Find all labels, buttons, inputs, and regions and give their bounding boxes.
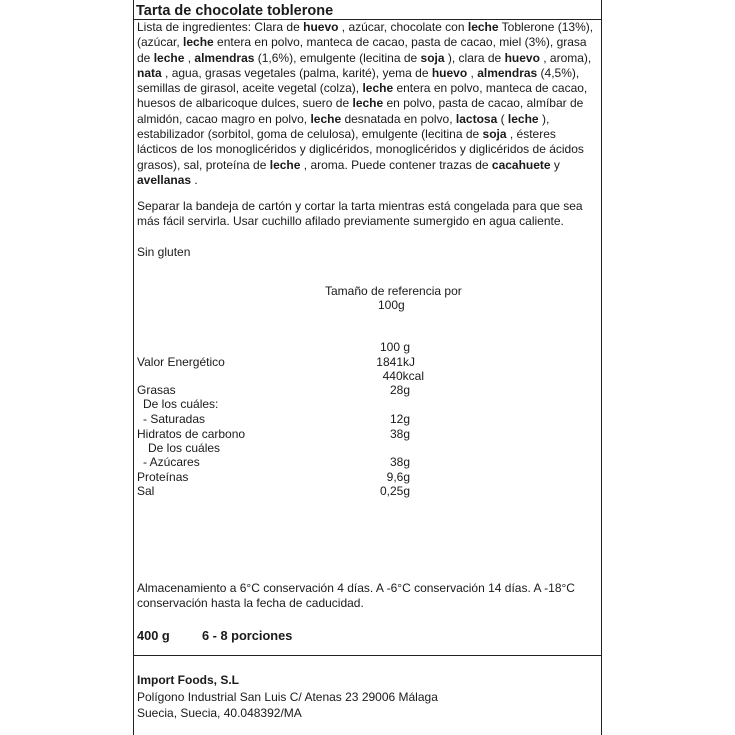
allergen-term: soja: [482, 127, 507, 142]
salt-value: 0,25g: [379, 484, 410, 498]
ingredient-text: ,: [467, 65, 478, 80]
allergen-term: almendras: [477, 65, 538, 80]
ingredient-text: desnatada en polvo,: [341, 111, 456, 126]
allergen-term: leche: [183, 35, 214, 50]
allergen-term: nata: [137, 65, 162, 80]
company-name: Import Foods, S.L: [137, 673, 239, 687]
ingredient-text: ), estabilizador (sorbitol, goma de celulosa), emulgente (lecitina de: [137, 111, 550, 142]
ingredient-text: , azúcar, chocolate con: [338, 20, 468, 34]
ingredient-text: .: [191, 172, 198, 187]
allergen-term: leche: [269, 157, 301, 172]
storage-instructions: Almacenamiento a 6°C conservación 4 días. A -6°C conservación 14 días. A -18°C conservación hasta la fecha de caducidad.: [137, 581, 575, 611]
fat-value: 28g: [389, 383, 410, 397]
ingredient-text: entera en polvo, manteca de cacao, huesos de albaricoque dulces, suero de: [137, 81, 588, 111]
saturated-label: - Saturadas: [143, 412, 206, 426]
company-origin: Suecia, Suecia, 40.048392/MA: [137, 706, 302, 720]
company-address: Polígono Industrial San Luis C/ Atenas 23 29006 Málaga: [137, 690, 438, 704]
energy-label: Valor Energético: [137, 355, 225, 369]
allergen-term: huevo: [504, 50, 540, 65]
allergen-term: almendras: [194, 50, 255, 65]
ingredient-text: (1,6%), emulgente (lecitina de: [254, 50, 421, 65]
carbs-label: Hidratos de carbono: [137, 427, 246, 441]
carbs-of-which-label: De los cuáles: [148, 441, 221, 455]
company-divider: [133, 655, 602, 656]
ingredient-text: , agua, grasas vegetales (palma, karité), yema de: [161, 65, 432, 80]
allergen-term: leche: [507, 111, 539, 126]
ingredient-text: y: [550, 157, 560, 172]
sugars-label: - Azúcares: [143, 455, 200, 469]
fat-of-which-label: De los cuáles:: [143, 397, 219, 411]
ingredient-text: , aroma. Puede contener trazas de: [300, 157, 492, 172]
ingredient-text: , ésteres lácticos de los monoglicéridos y diglicéridos, monoglicéridos y diglicéridos de ácidos grasos), sal, proteína de: [137, 127, 584, 172]
carbs-value: 38g: [389, 427, 410, 441]
nutrition-column-header: 100 g: [380, 340, 411, 354]
allergen-term: huevo: [431, 65, 468, 80]
product-title: Tarta de chocolate toblerone: [136, 3, 334, 19]
protein-value: 9,6g: [386, 470, 410, 484]
energy-kj-value: 1841kJ: [376, 355, 415, 369]
ingredient-text: ,: [184, 50, 195, 65]
nutrition-reference-amount: 100g: [378, 298, 405, 312]
gluten-free-note: Sin gluten: [137, 245, 191, 259]
ingredient-text: , aroma),: [539, 50, 592, 65]
fat-label: Grasas: [137, 383, 176, 397]
energy-kcal-value: 440kcal: [382, 369, 424, 383]
allergen-term: soja: [420, 50, 445, 65]
package-weight: 400 g: [137, 628, 170, 643]
package-portions: 6 - 8 porciones: [202, 628, 293, 643]
ingredient-text: (4,5%), semillas de girasol, aceite vegetal (colza),: [137, 65, 580, 96]
allergen-term: leche: [362, 81, 394, 96]
ingredient-text: Toblerone (13%), (azúcar,: [137, 20, 594, 50]
allergen-term: huevo: [303, 20, 339, 34]
ingredient-text: (: [497, 111, 508, 126]
ingredient-text: entera en polvo, manteca de cacao, pasta de cacao, miel (3%), grasa de: [137, 35, 587, 65]
protein-label: Proteínas: [137, 470, 189, 484]
salt-label: Sal: [137, 484, 155, 498]
allergen-term: leche: [310, 111, 342, 126]
sugars-value: 38g: [389, 455, 410, 469]
allergen-term: cacahuete: [491, 157, 551, 172]
allergen-term: leche: [467, 20, 499, 34]
allergen-term: leche: [153, 50, 185, 65]
ingredients-list: [137, 20, 597, 188]
allergen-term: avellanas: [137, 172, 192, 187]
nutrition-reference-label: Tamaño de referencia por: [325, 284, 462, 298]
ingredient-text: Lista de ingredientes: Clara de: [137, 20, 304, 34]
allergen-term: leche: [352, 96, 384, 111]
saturated-value: 12g: [389, 412, 410, 426]
ingredient-text: en polvo, pasta de cacao, almíbar de almidón, cacao magro en polvo,: [137, 96, 584, 126]
ingredient-text: ), clara de: [444, 50, 505, 65]
allergen-term: lactosa: [455, 111, 498, 126]
preparation-instructions: Separar la bandeja de cartón y cortar la tarta mientras está congelada para que sea más fácil servirla. Usar cuchillo afilado previamente sumergido en agua caliente.: [137, 199, 583, 229]
